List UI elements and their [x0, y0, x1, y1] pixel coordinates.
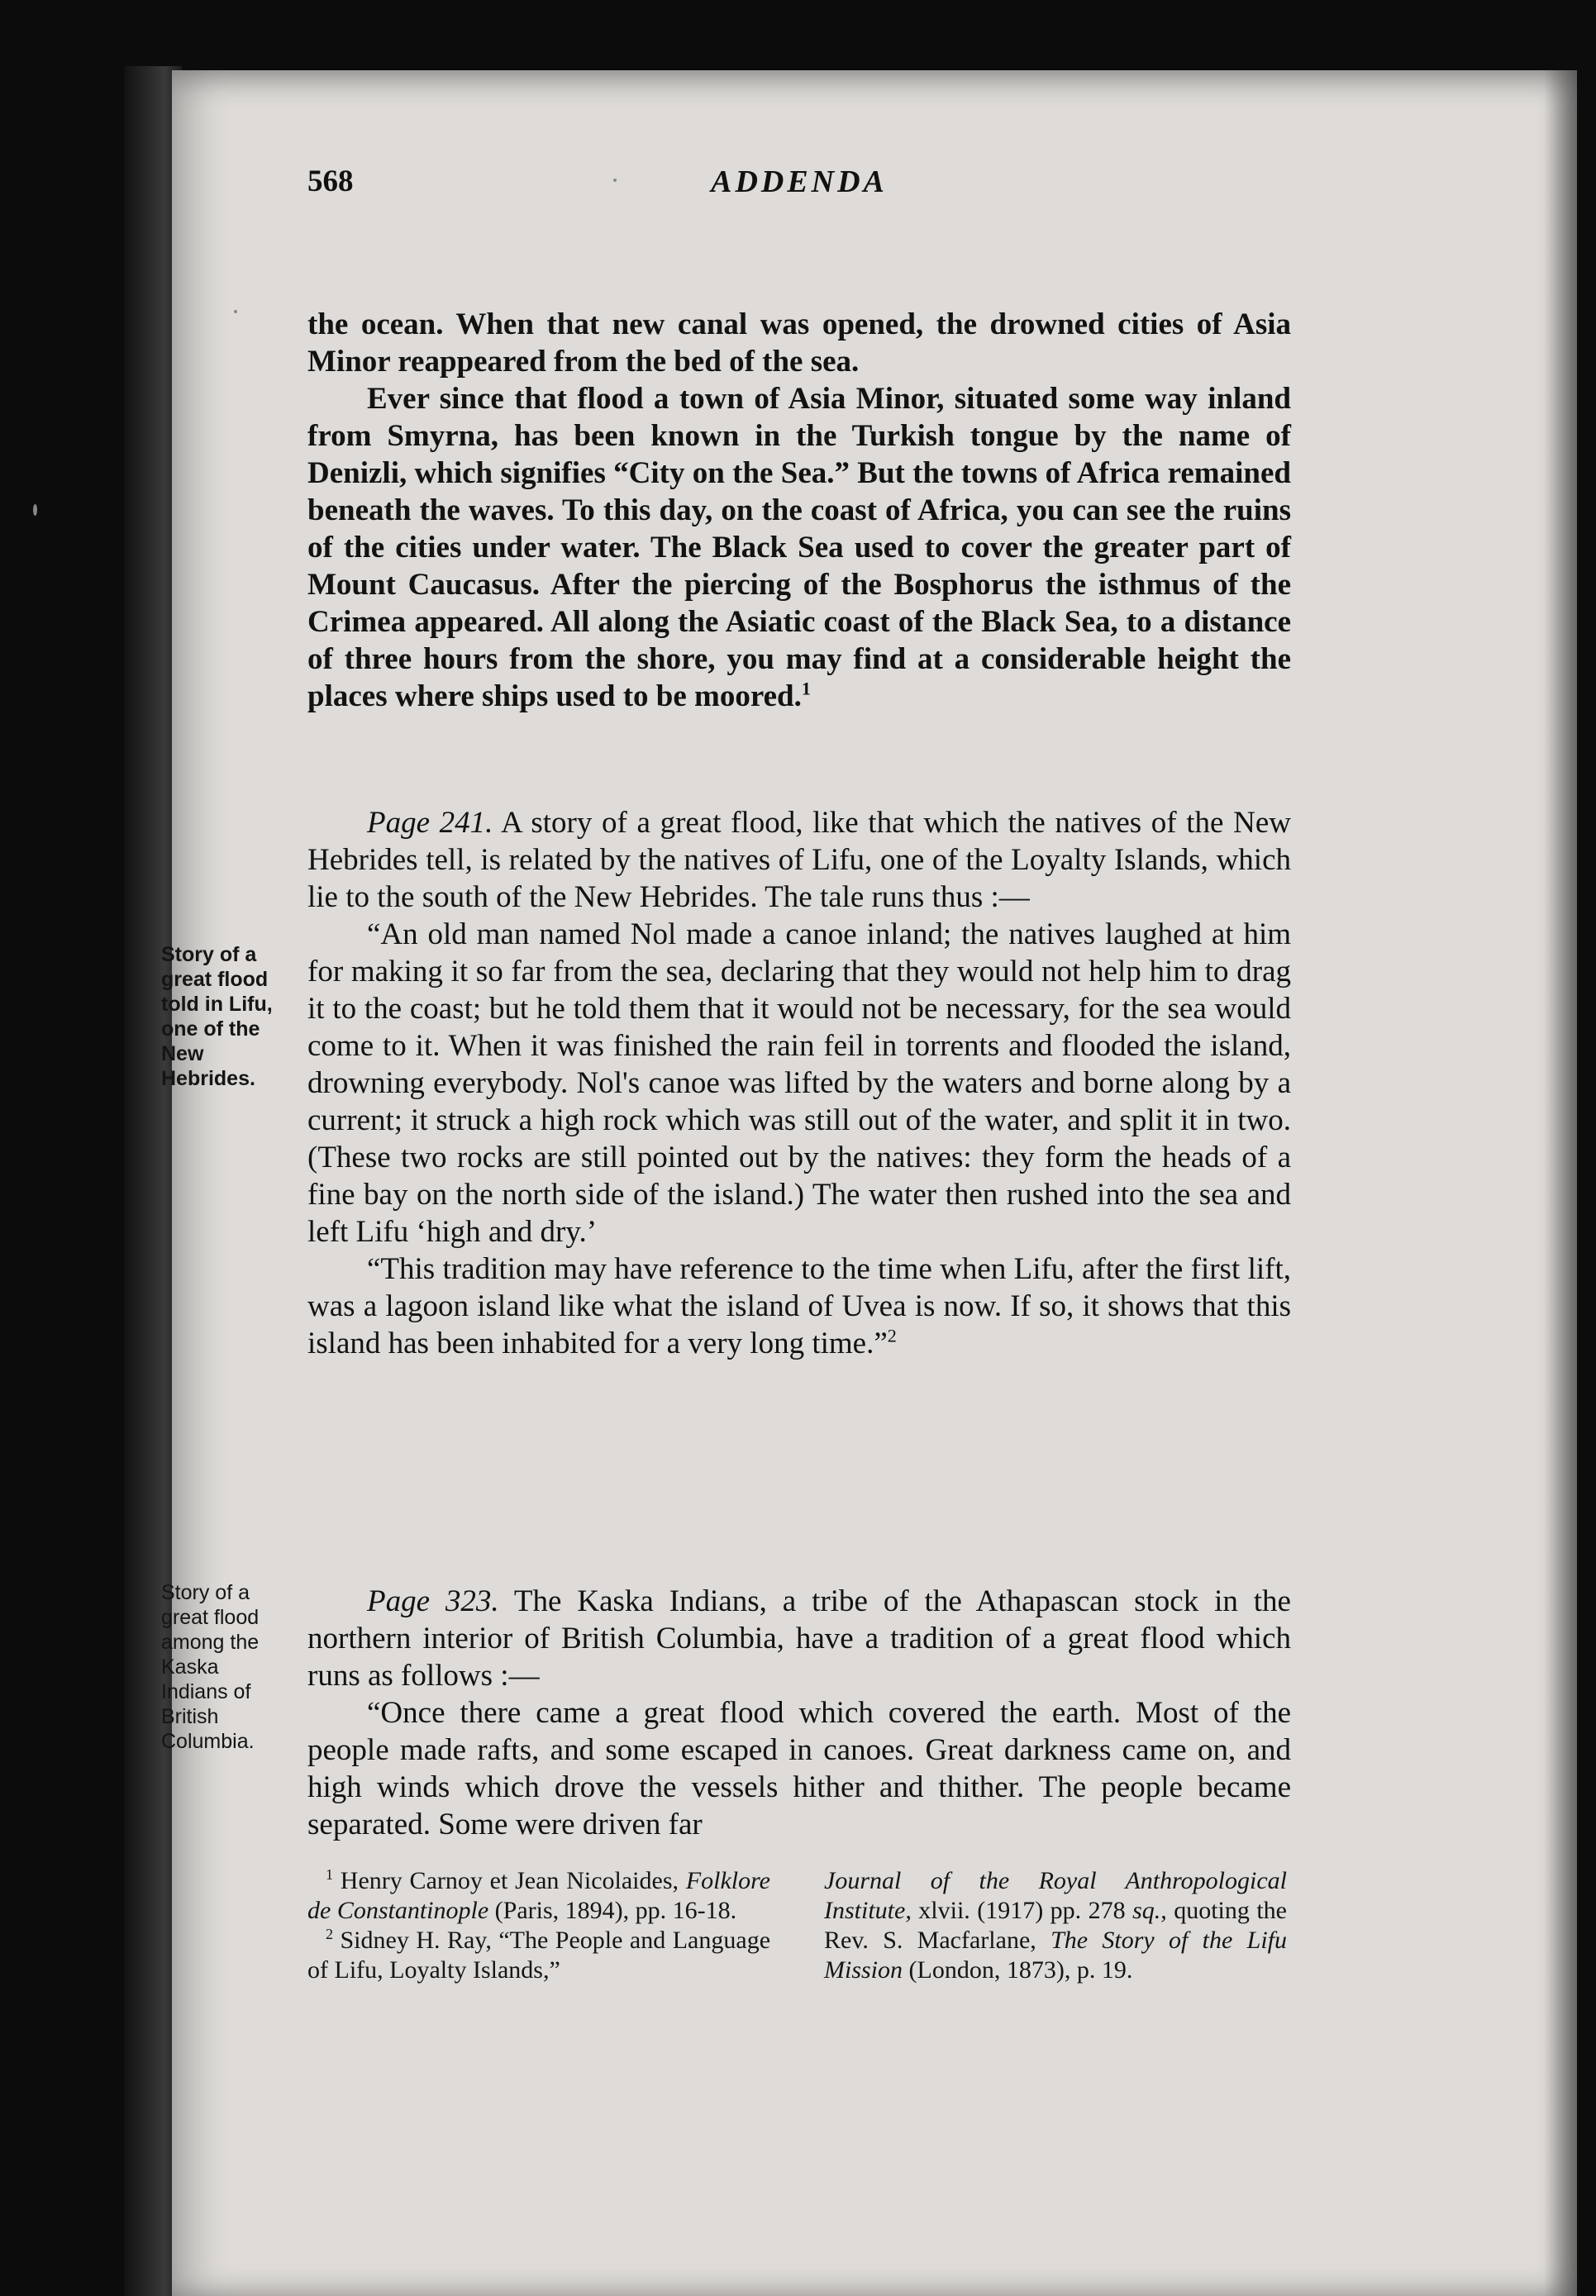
body-block-2: [307, 804, 1291, 1362]
footnotes: [307, 1866, 1291, 2032]
body-block-3: [307, 1583, 1291, 1843]
page-reference: Page 323.: [367, 1584, 499, 1618]
footnote-text: Henry Carnoy et Jean Nicolaides,: [340, 1867, 679, 1894]
footnotes-left-column: [307, 1866, 770, 1985]
page-reference: Page 241.: [367, 806, 493, 840]
footnote-text: (Paris, 1894), pp. 16-18.: [494, 1897, 737, 1924]
margin-note-lifu: Story of a great flood told in Lifu, one of the New Hebrides.: [161, 943, 273, 1090]
page-header: [307, 164, 1291, 213]
paragraph: “An old man named Nol made a canoe inland; the natives laughed at him for making it so far from the sea, declaring that they would not help him to drag it to the coast; but he told them that it would not be necessary, for the sea would come to it. When it was finished the rain feil in torrents and flooded the island, drowning everybody. Nol's canoe was lifted by the waters and borne along by a current; it struck a high rock which was still out of the water, and split it in two. (These two rocks are still pointed out by the natives: they form the heads of a fine bay on the north side of the island.) The water then rushed into the sea and left Lifu ‘high and dry.’: [307, 917, 1291, 1249]
footnote-mark: 1: [326, 1866, 333, 1883]
running-head: ADDENDA: [711, 164, 888, 199]
footnote-title: The Story of the Lifu Mission: [824, 1927, 1287, 1984]
paragraph: [307, 380, 1291, 715]
footnote-2-continued: [824, 1866, 1287, 1985]
paragraph-text: A story of a great flood, like that which the natives of the New Hebrides tell, is related by the natives of Lifu, one of the Loyalty Islands, which lie to the south of the New Hebrides. The tale runs thus :—: [307, 806, 1291, 914]
paragraph-text: The Kaska Indians, a tribe of the Athapascan stock in the northern interior of British Columbia, have a tradition of a great flood which runs as follows :—: [307, 1584, 1291, 1693]
body-block-1: [307, 306, 1291, 715]
paragraph-text: “This tradition may have reference to the time when Lifu, after the first lift, was a lagoon island like what the island of Uvea is now. If so, it shows that this island has been inhabited for a very long time.”: [307, 1252, 1291, 1360]
footnote-2: [307, 1926, 770, 1985]
footnotes-right-column: [824, 1866, 1287, 1985]
paragraph: [307, 1250, 1291, 1362]
footnote-text: Sidney H. Ray, “The People and Language of Lifu, Loyalty Islands,”: [307, 1927, 771, 1984]
footnote-text: quoting the Rev. S. Macfarlane,: [824, 1897, 1287, 1954]
paragraph-text: Ever since that flood a town of Asia Minor, situated some way inland from Smyrna, has been known in the Turkish tongue by the name of Denizli, which signifies “City on the Sea.” But the towns of Africa remained beneath the waves. To this day, on the coast of Africa, you can see the ruins of the cities under water. The Black Sea used to cover the greater part of Mount Caucasus. After the piercing of the Bosphorus the isthmus of the Crimea appeared. All along the Asiatic coast of the Black Sea, to a distance of three hours from the shore, you may find at a considerable height the places where ships used to be moored.: [307, 382, 1291, 713]
paragraph: [307, 1583, 1291, 1694]
paragraph: “Once there came a great flood which covered the earth. Most of the people made rafts, and some escaped in canoes. Great darkness came on, and high winds which drove the vessels hither and thither. The people became separated. Some were driven far: [307, 1696, 1291, 1841]
footnote-text: (London, 1873), p. 19.: [908, 1956, 1133, 1984]
margin-note-kaska: Story of a great flood among the Kaska Indians of British Columbia.: [161, 1581, 260, 1753]
scan-speck: [33, 504, 37, 516]
footnote-text: xlvii. (1917) pp. 278: [918, 1897, 1126, 1924]
page-shadow: [1544, 70, 1577, 2296]
paragraph: [307, 804, 1291, 916]
footnote-ref: 1: [801, 678, 811, 699]
footnote-journal: Journal of the Royal Anthropological Institute,: [824, 1867, 1287, 1924]
footnote-ref: 2: [887, 1325, 897, 1346]
paragraph: the ocean. When that new canal was opened, the drowned cities of Asia Minor reappeared from the bed of the sea.: [307, 307, 1291, 379]
footnote-title: Folklore de Constantinople: [307, 1867, 770, 1924]
footnote-text: sq.,: [1132, 1897, 1167, 1924]
scan-speck: [234, 310, 237, 313]
page-number: 568: [307, 164, 354, 198]
footnote-1: [307, 1866, 770, 1926]
footnote-mark: 2: [326, 1926, 333, 1942]
